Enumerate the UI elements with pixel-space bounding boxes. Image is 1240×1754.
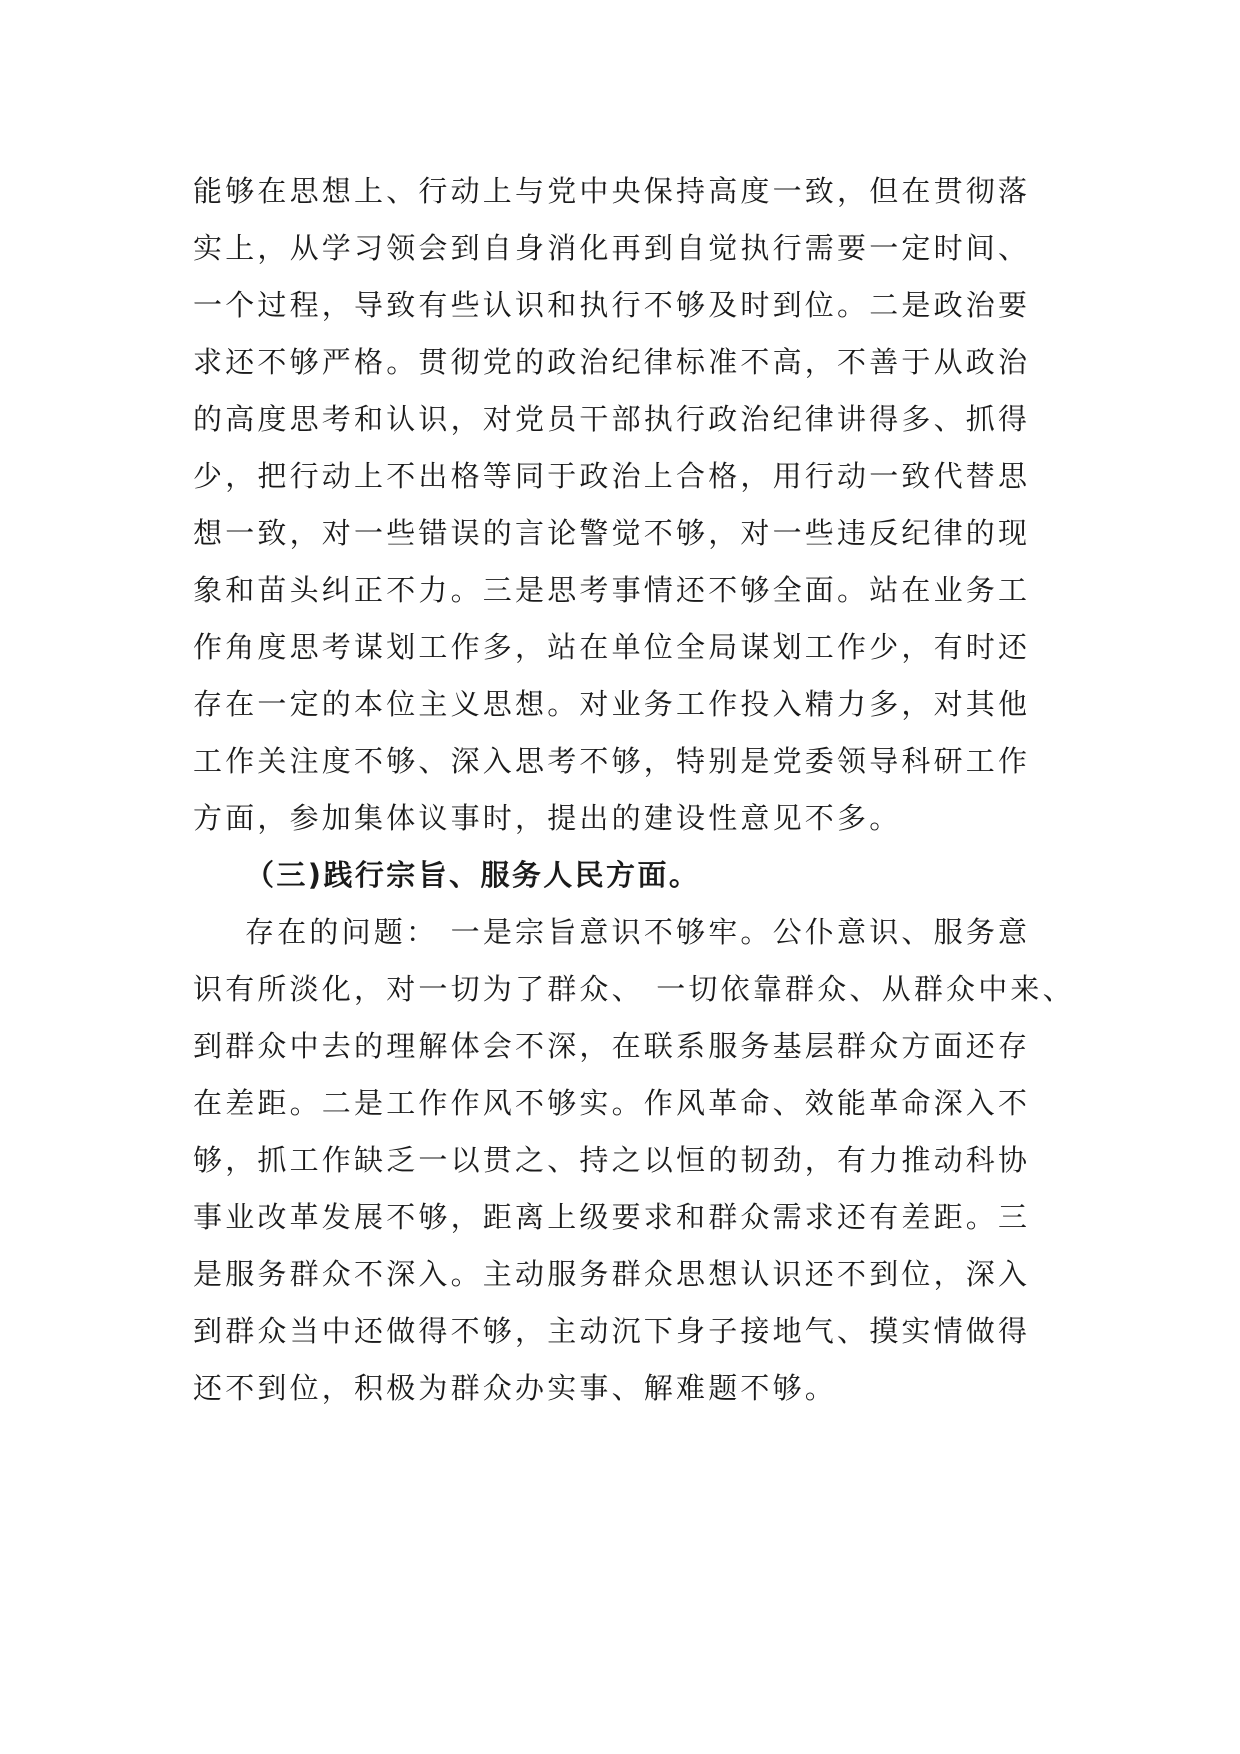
paragraph-line: 到群众当中还做得不够，主动沉下身子接地气、摸实情做得 [193,1314,1031,1348]
paragraph-line: 象和苗头纠正不力。三是思考事情还不够全面。站在业务工 [193,573,1031,607]
paragraph-line: 能够在思想上、行动上与党中央保持高度一致，但在贯彻落 [193,174,1031,208]
paragraph-line: 在差距。二是工作作风不够实。作风革命、效能革命深入不 [193,1086,1031,1120]
paragraph-line: 求还不够严格。贯彻党的政治纪律标准不高，不善于从政治 [193,345,1031,379]
paragraph-line: 存在的问题： 一是宗旨意识不够牢。公仆意识、服务意 [245,915,1031,949]
paragraph-line: 存在一定的本位主义思想。对业务工作投入精力多，对其他 [193,687,1031,721]
paragraph-line: 想一致，对一些错误的言论警觉不够，对一些违反纪律的现 [193,516,1031,550]
paragraph-line: 作角度思考谋划工作多，站在单位全局谋划工作少，有时还 [193,630,1031,664]
paragraph-line: 实上，从学习领会到自身消化再到自觉执行需要一定时间、 [193,231,1031,265]
document-body [193,163,1073,1417]
paragraph-line: 工作关注度不够、深入思考不够，特别是党委领导科研工作 [193,744,1031,778]
paragraph-line: 的高度思考和认识，对党员干部执行政治纪律讲得多、抓得 [193,402,1031,436]
paragraph-line: 方面，参加集体议事时，提出的建设性意见不多。 [193,801,902,835]
paragraph-line: 少，把行动上不出格等同于政治上合格，用行动一致代替思 [193,459,1031,493]
paragraph-line: 够，抓工作缺乏一以贯之、持之以恒的韧劲，有力推动科协 [193,1143,1031,1177]
paragraph-line: 到群众中去的理解体会不深，在联系服务基层群众方面还存 [193,1029,1031,1063]
paragraph-line: 识有所淡化，对一切为了群众、 一切依靠群众、从群众中来、 [193,972,1075,1006]
paragraph-line: 还不到位，积极为群众办实事、解难题不够。 [193,1371,838,1405]
paragraph-line: 一个过程，导致有些认识和执行不够及时到位。二是政治要 [193,288,1031,322]
paragraph-2 [193,904,1073,1417]
section-heading: （三)践行宗旨、服务人民方面。 [245,858,701,892]
paragraph-line: 事业改革发展不够，距离上级要求和群众需求还有差距。三 [193,1200,1031,1234]
paragraph-1 [193,163,1073,847]
paragraph-line: 是服务群众不深入。主动服务群众思想认识还不到位，深入 [193,1257,1031,1291]
